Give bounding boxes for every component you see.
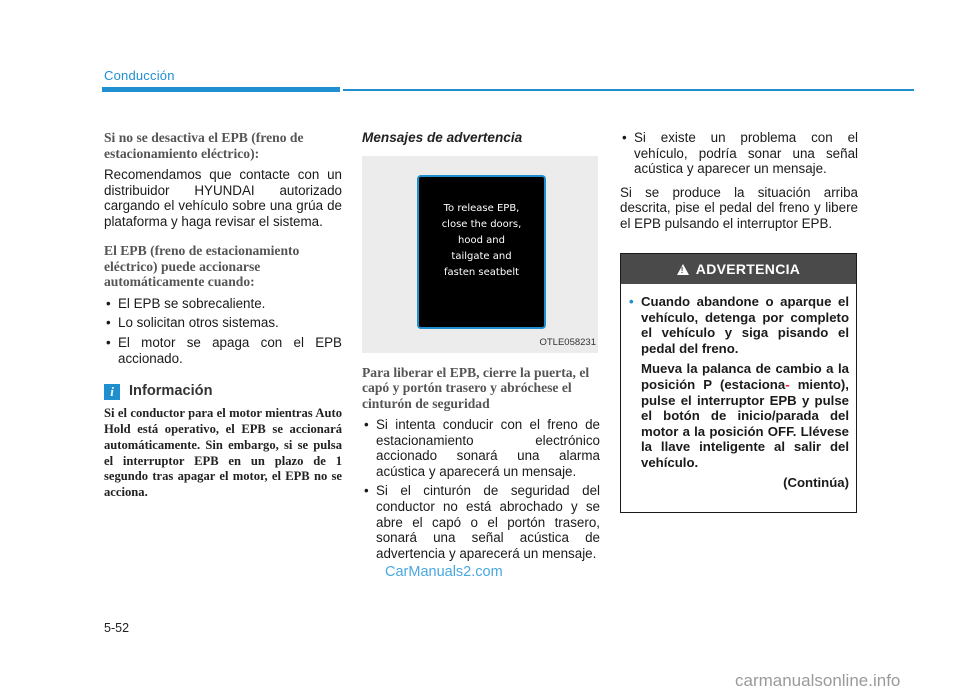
hyphen-mark: - <box>785 376 790 392</box>
paragraph-contact-dealer: Recomendamos que contacte con un distribuidor HYUNDAI autorizado cargando el vehículo sobre una grúa de plataforma y haga revisar el sistema. <box>104 167 342 229</box>
list-item: • El motor se apaga con el EPB accionado. <box>104 335 342 366</box>
warning-subparagraph <box>629 361 849 470</box>
list-item: • Si existe un problema con el vehículo, podría sonar una señal acústica y aparecer un mensaje. <box>620 130 858 177</box>
info-text: Si el conductor para el motor mientras Auto Hold está operativo, el EPB se accionará automáticamente. Sin embargo, si se pulsa el interruptor EPB en un plazo de 1 segundo tras apagar el motor, el EPB no se acciona. <box>104 406 342 500</box>
warning-item-text: Cuando abandone o aparque el vehículo, detenga por completo el vehículo y siga pisando el pedal del freno. <box>641 294 849 356</box>
list-item: • Si el cinturón de seguridad del conductor no está abrochado y se abre el capó o el portón trasero, sonará una señal acústica de advertencia y aparecerá un mensaje. <box>362 483 600 561</box>
info-heading <box>104 384 342 400</box>
warning-sub-text-b: miento), pulse el interruptor EPB y pulse el botón de inicio/parada del motor a la posición OFF. Llévese la llave inteligente al salir del vehículo. <box>641 376 849 470</box>
warning-title: ADVERTENCIA <box>695 261 801 277</box>
watermark-link[interactable]: CarManuals2.com <box>385 564 503 580</box>
display-line: close the doors, <box>441 218 522 230</box>
site-watermark: carmanualsonline.info <box>735 671 901 690</box>
info-icon: i <box>104 384 120 400</box>
header-rule-thin <box>343 89 914 91</box>
column-right <box>620 130 858 246</box>
warning-header <box>621 254 856 284</box>
bullet-list-auto-conditions <box>104 296 342 366</box>
warning-item <box>629 294 849 356</box>
warning-triangle-icon: ! <box>677 264 689 275</box>
heading-epb-auto: El EPB (freno de estacionamiento eléctrico) puede accionarse automáticamente cuando: <box>104 243 300 290</box>
display-line: To release EPB, <box>443 202 520 214</box>
bullet-list-release <box>362 417 600 561</box>
list-item: • Lo solicitan otros sistemas. <box>104 315 342 331</box>
section-title: Conducción <box>104 68 175 83</box>
warning-body <box>621 284 856 490</box>
display-line: tailgate and <box>451 250 512 262</box>
heading-epb-not-released: Si no se desactiva el EPB (freno de estacionamiento eléctrico): <box>104 130 304 161</box>
warning-sub-text-a: Mueva la palanca de cambio a la posición P (estaciona <box>641 361 849 392</box>
heading-release-epb: Para liberar el EPB, cierre la puerta, el capó y portón trasero y abróchese el cinturón de seguridad <box>362 364 590 411</box>
cluster-display <box>417 175 546 329</box>
paragraph-press-brake: Si se produce la situación arriba descrita, pise el pedal del freno y libere el EPB pulsando el interruptor EPB. <box>620 184 858 231</box>
list-item: • El EPB se sobrecaliente. <box>104 296 342 312</box>
cluster-display-text <box>419 201 544 281</box>
header-rule-thick <box>102 87 340 92</box>
display-line: fasten seatbelt <box>443 266 520 278</box>
display-line: hood and <box>458 234 505 246</box>
list-item: • Si intenta conducir con el freno de estacionamiento electrónico accionado sonará una alarma acústica y aparecerá un mensaje. <box>362 417 600 479</box>
bullet-list-problem <box>620 130 858 177</box>
column-middle <box>362 130 600 569</box>
warning-box <box>620 253 857 513</box>
column-left <box>104 130 342 501</box>
heading-warning-messages: Mensajes de advertencia <box>362 130 523 145</box>
figure-code: OTLE058231 <box>539 337 596 348</box>
info-title: Información <box>129 383 213 400</box>
page-number: 5-52 <box>104 621 130 635</box>
continued-label: (Continúa) <box>783 474 849 490</box>
cluster-message-figure <box>362 156 598 353</box>
bullet-dot-icon: • <box>629 294 634 309</box>
